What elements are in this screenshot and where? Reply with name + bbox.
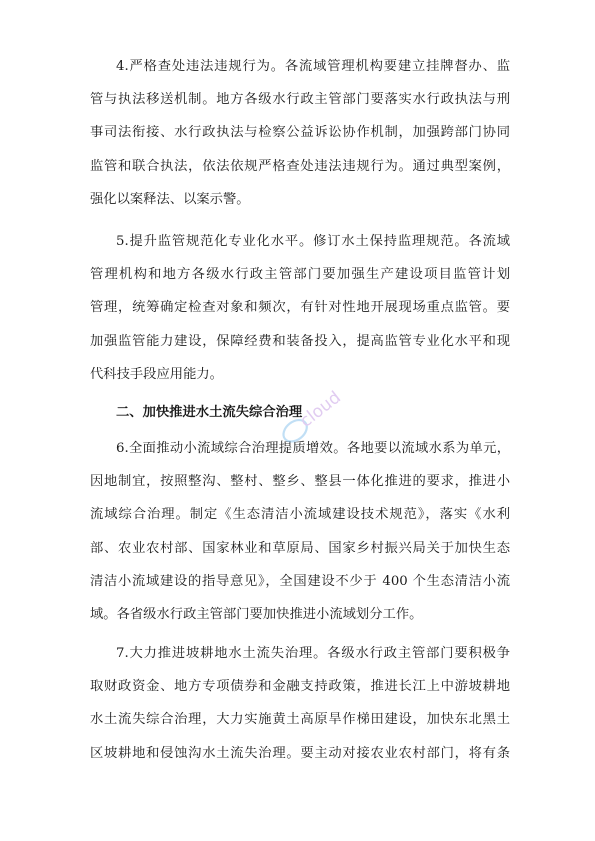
text-line: 加强监管能力建设，保障经费和装备投入，提高监管专业化水平和现: [90, 333, 510, 349]
text-line: 4.严格查处违法违规行为。各流域管理机构要建立挂牌督办、监: [116, 59, 510, 74]
text-line: 取财政资金、地方专项债券和金融支持政策，推进长江上中游坡耕地: [90, 679, 510, 695]
text-line: 管理机构和地方各级水行政主管部门要加强生产建设项目监管计划: [90, 267, 510, 283]
text-line: 域。各省级水行政主管部门要加快推进小流域划分工作。: [90, 606, 423, 622]
watermark-text: cloud: [296, 387, 345, 432]
paragraph-5: [90, 225, 510, 391]
text-line: 5.提升监管规范化专业化水平。修订水土保持监理规范。各流域: [116, 234, 510, 249]
text-line: 代科技手段应用能力。: [90, 366, 223, 382]
paragraph-4: [90, 50, 510, 216]
section-heading: [90, 396, 510, 429]
paragraph-7: [90, 637, 510, 770]
text-line: 监管和联合执法，依法依规严格查处违法违规行为。通过典型案例，: [90, 158, 510, 174]
text-line: 部、农业农村部、国家林业和草原局、国家乡村振兴局关于加快生态: [90, 540, 510, 556]
text-line: 流域综合治理。制定《生态清洁小流域建设技术规范》，落实《水利: [90, 507, 510, 523]
text-line: 区坡耕地和侵蚀沟水土流失治理。要主动对接农业农村部门，将有条: [90, 745, 510, 761]
text-line: 因地制宜，按照整沟、整村、整乡、整县一体化推进的要求，推进小: [90, 474, 510, 490]
paragraph-6: [90, 432, 510, 631]
text-line: 7.大力推进坡耕地水土流失治理。各级水行政主管部门要积极争: [116, 646, 510, 661]
heading-text: 二、加快推进水土流失综合治理: [116, 405, 303, 420]
text-line: 管与执法移送机制。地方各级水行政主管部门要落实水行政执法与刑: [90, 92, 510, 108]
text-line: 清洁小流域建设的指导意见》，全国建设不少于 400 个生态清洁小流: [90, 573, 510, 589]
text-line: 事司法衔接、水行政执法与检察公益诉讼协作机制，加强跨部门协同: [90, 125, 510, 141]
text-line: 6.全面推动小流域综合治理提质增效。各地要以流域水系为单元，: [116, 441, 510, 456]
text-line: 管理，统筹确定检查对象和频次，有针对性地开展现场重点监管。要: [90, 300, 510, 316]
text-line: 水土流失综合治理，大力实施黄土高原旱作梯田建设，加快东北黑土: [90, 712, 510, 728]
text-line: 强化以案释法、以案示警。: [90, 191, 250, 207]
